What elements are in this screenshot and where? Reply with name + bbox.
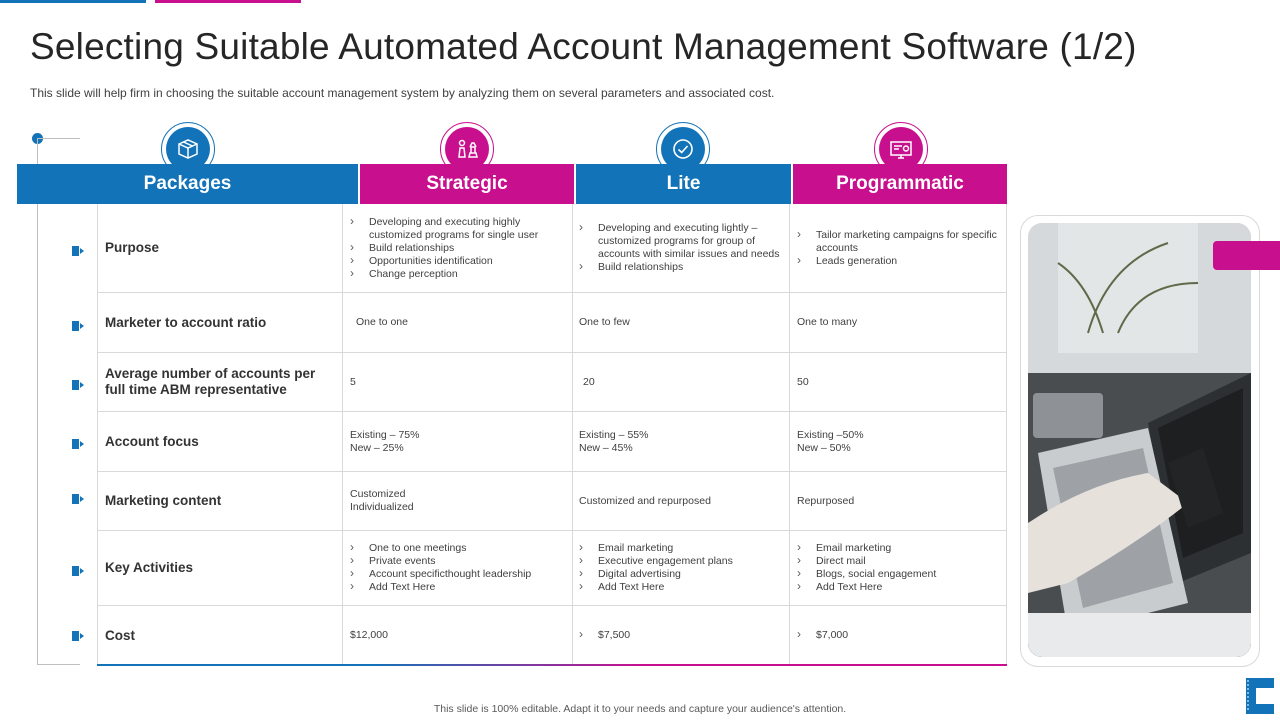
- bullet-item: › Leads generation: [797, 255, 1002, 268]
- table-row: [97, 353, 1007, 412]
- bullet-item: › Change perception: [350, 268, 574, 281]
- header-packages: Packages: [17, 164, 358, 204]
- page-title: Selecting Suitable Automated Account Management Software (1/2): [30, 26, 1137, 67]
- row-marker-icon: [72, 246, 84, 256]
- cell-line: New – 45%: [579, 441, 633, 454]
- cell-line: New – 25%: [350, 441, 404, 454]
- cell-lite: One to few: [579, 316, 630, 328]
- footer-note: This slide is 100% editable. Adapt it to your needs and capture your audience's attention.: [433, 703, 847, 715]
- bullet-item: › One to one meetings: [350, 542, 574, 555]
- cell-programmatic: One to many: [797, 316, 858, 328]
- table-bottom-accent: [97, 664, 1007, 666]
- bullet-item: › $7,000: [797, 629, 1002, 642]
- row-label: Marketing content: [105, 493, 222, 508]
- bullet-item: › Add Text Here: [350, 581, 574, 594]
- cell-programmatic: [797, 606, 1002, 665]
- cell-line: Existing – 75%: [350, 428, 420, 441]
- cell-strategic: [350, 531, 574, 605]
- cell-line: Customized: [350, 488, 406, 500]
- row-label: Cost: [105, 627, 135, 643]
- header-lite: Lite: [576, 164, 791, 204]
- bullet-item: › Email marketing: [579, 542, 789, 555]
- table-row: [97, 472, 1007, 531]
- row-label: Key Activities: [105, 560, 194, 575]
- cell-lite: [579, 204, 789, 292]
- cell-line: New – 50%: [797, 441, 851, 454]
- cell-lite: [579, 606, 789, 665]
- bullet-item: › Add Text Here: [579, 581, 789, 594]
- cell-programmatic: [797, 204, 1002, 292]
- bullet-item: › Private events: [350, 555, 574, 568]
- bullet-item: › Email marketing: [797, 542, 1002, 555]
- top-accent-blue: [0, 0, 146, 3]
- bullet-item: › Blogs, social engagement: [797, 568, 1002, 581]
- row-label: Average number of accounts per full time ABM representative: [105, 366, 316, 397]
- bullet-item: › $7,500: [579, 629, 789, 642]
- page-subtitle: This slide will help firm in choosing the suitable account management system by analyzing them on several parameters and associated cost.: [30, 86, 775, 100]
- bullet-item: › Build relationships: [579, 261, 789, 274]
- bullet-item: › Developing and executing lightly – customized programs for group of accounts with similar issues and needs: [579, 222, 789, 261]
- cell-strategic: 5: [350, 375, 356, 388]
- cell-programmatic: [797, 531, 1002, 605]
- top-accent-pink: [155, 0, 301, 3]
- cell-line: Existing – 55%: [579, 428, 649, 441]
- header-strategic: Strategic: [360, 164, 574, 204]
- bullet-item: › Developing and executing highly customized programs for single user: [350, 216, 574, 242]
- cell-lite: [579, 412, 789, 471]
- accent-tab: [1213, 241, 1280, 270]
- bullet-item: › Opportunities identification: [350, 255, 574, 268]
- cell-programmatic: [797, 412, 1002, 471]
- cell-lite: Customized and repurposed: [579, 494, 711, 507]
- cell-line: Existing –50%: [797, 428, 864, 441]
- cell-lite: 20: [583, 375, 595, 388]
- brand-logo-icon: [1244, 676, 1276, 716]
- row-marker-icon: [72, 380, 84, 390]
- row-label: Purpose: [105, 240, 160, 255]
- row-marker-icon: [72, 494, 84, 504]
- cell-strategic: [350, 412, 574, 471]
- bullet-item: › Add Text Here: [797, 581, 1002, 594]
- table-row: [97, 293, 1007, 353]
- row-marker-icon: [72, 439, 84, 449]
- cell-strategic: One to one: [356, 316, 408, 328]
- laptop-calculator-photo: [1028, 223, 1251, 657]
- bullet-item: › Executive engagement plans: [579, 555, 789, 568]
- table-row: [97, 606, 1007, 665]
- row-label: Marketer to account ratio: [105, 314, 267, 330]
- cell-programmatic: Repurposed: [797, 494, 855, 507]
- table-row: [97, 531, 1007, 606]
- bullet-item: › Build relationships: [350, 242, 574, 255]
- row-label: Account focus: [105, 433, 199, 449]
- header-programmatic: Programmatic: [793, 164, 1007, 204]
- cell-strategic: $12,000: [350, 629, 388, 641]
- bullet-item: › Digital advertising: [579, 568, 789, 581]
- table-row: [97, 204, 1007, 293]
- bullet-item: › Direct mail: [797, 555, 1002, 568]
- table-row: [97, 412, 1007, 472]
- row-marker-icon: [72, 321, 84, 331]
- cell-programmatic: 50: [797, 375, 809, 388]
- bullet-item: › Tailor marketing campaigns for specific accounts: [797, 229, 1002, 255]
- row-marker-icon: [72, 566, 84, 576]
- row-marker-icon: [72, 631, 84, 641]
- cell-strategic: [350, 472, 574, 530]
- cell-line: Individualized: [350, 501, 414, 513]
- timeline-bracket: [37, 138, 80, 665]
- cell-strategic: [350, 204, 574, 292]
- cell-lite: [579, 531, 789, 605]
- bullet-item: › Account specificthought leadership: [350, 568, 574, 581]
